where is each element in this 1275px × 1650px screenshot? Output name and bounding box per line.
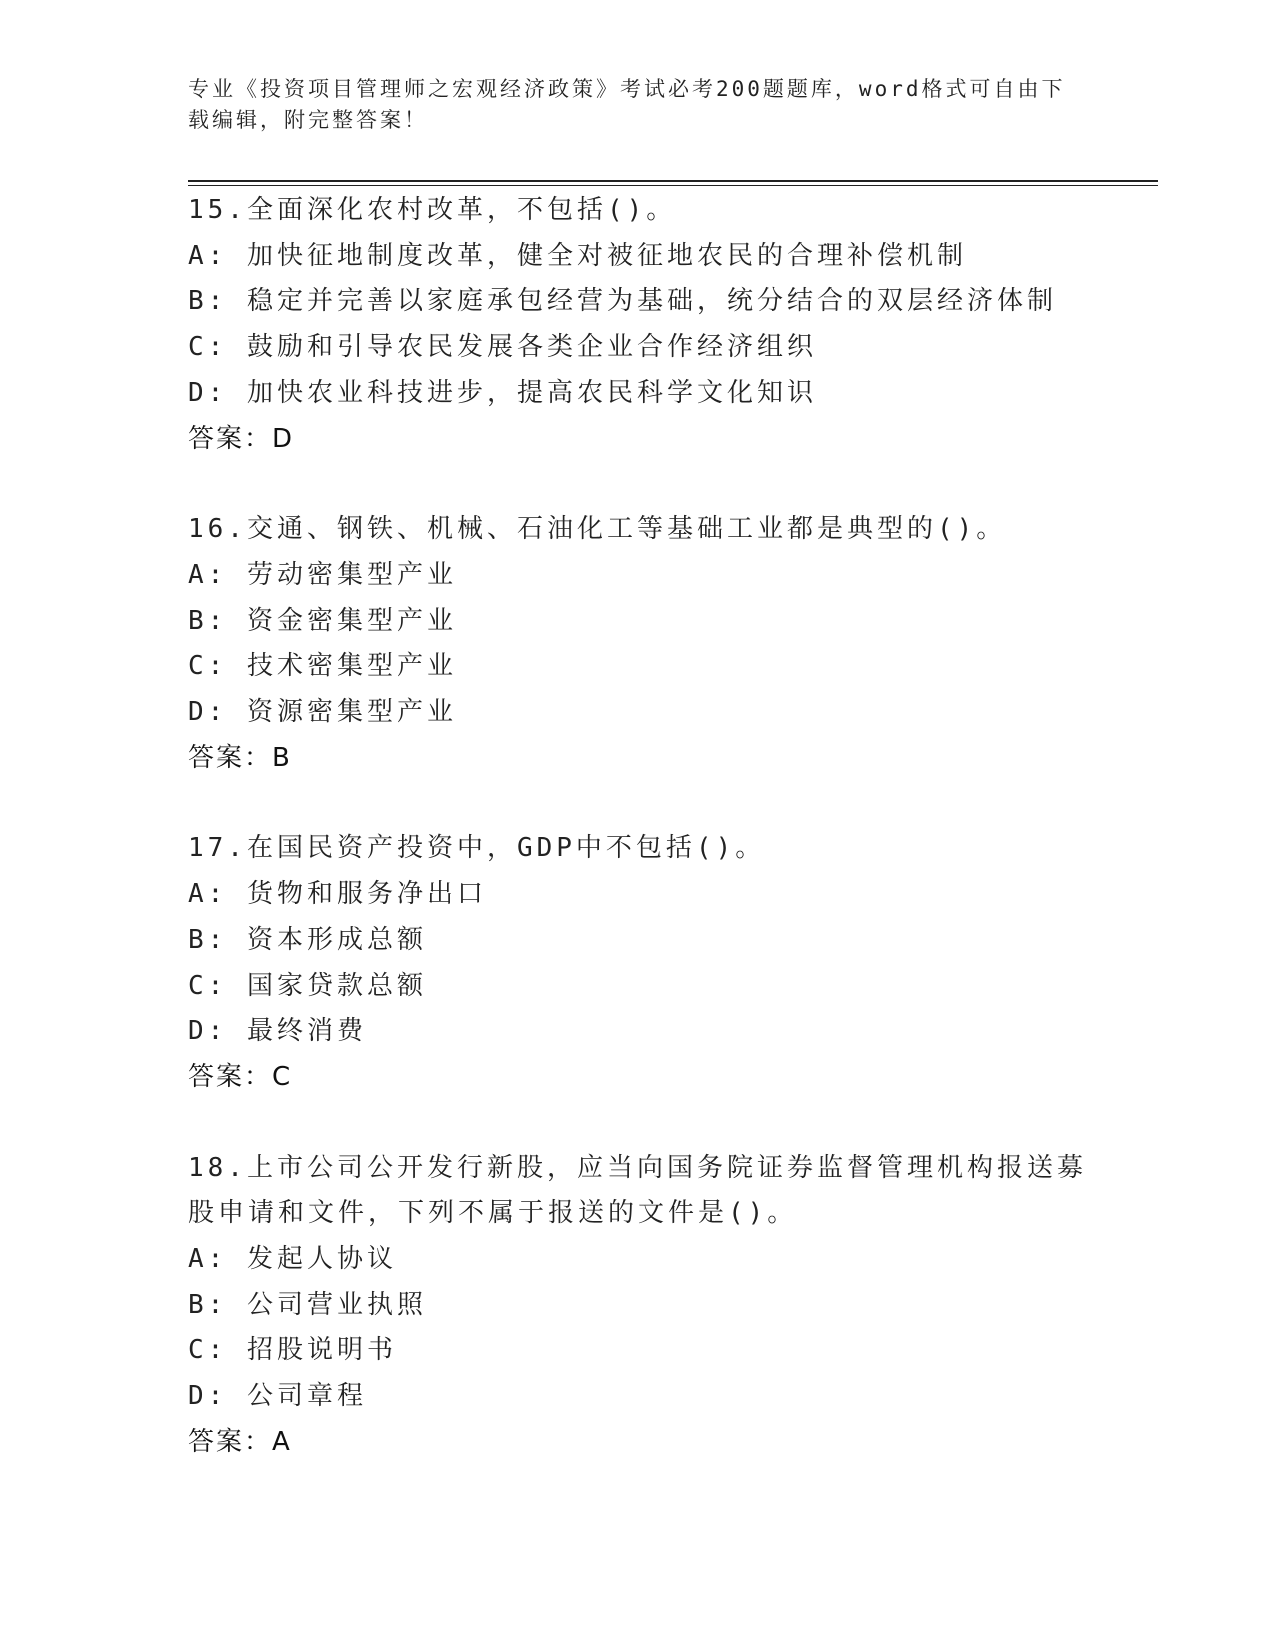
question-stem: 18.上市公司公开发行新股，应当向国务院证券监督管理机构报送募股申请和文件，下列不属于报送的文件是()。 xyxy=(188,1152,1087,1229)
option-c: C: 招股说明书 xyxy=(188,1335,397,1366)
page-header: 专业《投资项目管理师之宏观经济政策》考试必考200题题库，word格式可自由下载编辑，附完整答案！ xyxy=(188,77,1066,132)
question-list xyxy=(188,188,1158,1511)
question-16 xyxy=(188,507,1158,781)
question-15 xyxy=(188,188,1158,462)
option-c: C: 国家贷款总额 xyxy=(188,970,427,1001)
option-d: D: 最终消费 xyxy=(188,1016,367,1047)
question-stem: 16.交通、钢铁、机械、石油化工等基础工业都是典型的()。 xyxy=(188,514,1007,545)
option-c: C: 鼓励和引导农民发展各类企业合作经济组织 xyxy=(188,332,817,363)
option-a: A: 加快征地制度改革，健全对被征地农民的合理补偿机制 xyxy=(188,240,967,271)
option-b: B: 资金密集型产业 xyxy=(188,605,457,636)
option-d: D: 公司章程 xyxy=(188,1381,367,1412)
option-a: A: 劳动密集型产业 xyxy=(188,559,457,590)
option-c: C: 技术密集型产业 xyxy=(188,651,457,682)
question-stem: 17.在国民资产投资中，GDP中不包括()。 xyxy=(188,833,766,864)
answer: 答案：B xyxy=(188,742,292,773)
option-a: A: 发起人协议 xyxy=(188,1244,397,1275)
option-b: B: 资本形成总额 xyxy=(188,924,427,955)
question-18 xyxy=(188,1146,1158,1466)
option-b: B: 稳定并完善以家庭承包经营为基础，统分结合的双层经济体制 xyxy=(188,286,1057,317)
option-b: B: 公司营业执照 xyxy=(188,1289,427,1320)
header-divider-thin xyxy=(188,185,1158,186)
answer: 答案：D xyxy=(188,423,295,454)
option-a: A: 货物和服务净出口 xyxy=(188,879,487,910)
question-17 xyxy=(188,826,1158,1100)
option-d: D: 资源密集型产业 xyxy=(188,697,457,728)
header-divider-thick xyxy=(188,180,1158,182)
option-d: D: 加快农业科技进步，提高农民科学文化知识 xyxy=(188,377,817,408)
answer: 答案：A xyxy=(188,1426,292,1457)
question-stem: 15.全面深化农村改革，不包括()。 xyxy=(188,195,677,225)
answer: 答案：C xyxy=(188,1061,293,1092)
